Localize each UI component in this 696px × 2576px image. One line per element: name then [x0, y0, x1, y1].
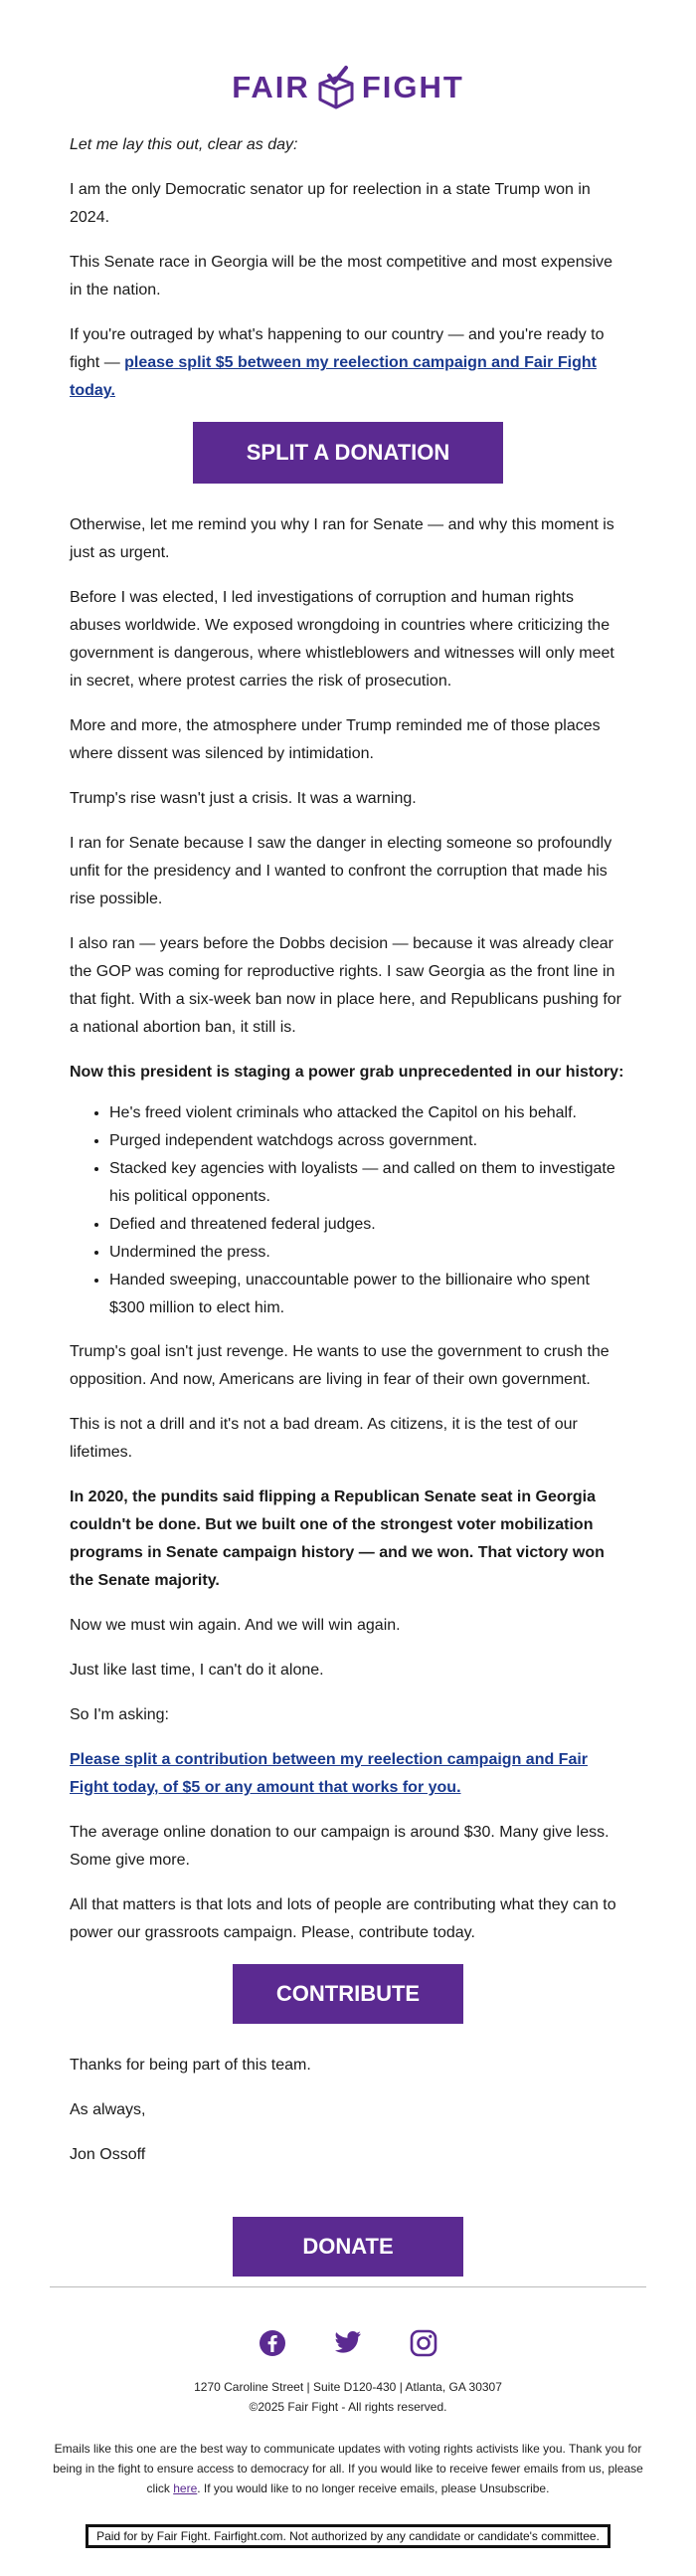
paragraph: I am the only Democratic senator up for reelection in a state Trump won in 2024.: [70, 181, 591, 226]
list-item: • Stacked key agencies with loyalists — and called on them to investigate his political opponents.: [109, 1155, 626, 1211]
paragraph: I ran for Senate because I saw the danger in electing someone so profoundly unfit for the presidency and I wanted to confront the corruption that made his rise possible.: [70, 835, 612, 907]
logo-word-fight: FIGHT: [361, 70, 464, 104]
fewer-emails-link[interactable]: here: [173, 2481, 198, 2495]
footer-address: 1270 Caroline Street | Suite D120-430 | Atlanta, GA 30307: [194, 2380, 502, 2394]
bold-paragraph: In 2020, the pundits said flipping a Republican Senate seat in Georgia couldn't be done. But we built one of the strongest voter mobilization programs in Senate campaign history — and we won. That victory won the Senate majority.: [70, 1488, 605, 1589]
split-donation-link[interactable]: please split $5 between my reelection campaign and Fair Fight today.: [70, 354, 597, 399]
paid-for-disclaimer: Paid for by Fair Fight. Fairfight.com. Not authorized by any candidate or candidate's committee.: [86, 2524, 610, 2548]
paragraph: So I'm asking:: [70, 1706, 169, 1723]
ballot-box-icon: [316, 66, 356, 109]
social-links: [0, 2329, 696, 2357]
fair-fight-logo[interactable]: [0, 0, 696, 117]
paid-for-wrap: [0, 2524, 696, 2548]
paragraph: Thanks for being part of this team.: [70, 2057, 311, 2074]
split-donation-button[interactable]: SPLIT A DONATION: [193, 422, 503, 484]
paragraph: Otherwise, let me remind you why I ran for Senate — and why this moment is just as urgent.: [70, 516, 614, 561]
twitter-icon[interactable]: [334, 2329, 362, 2355]
list-item: • Purged independent watchdogs across government.: [109, 1127, 626, 1155]
donate-button[interactable]: DONATE: [233, 2217, 463, 2277]
power-grab-list: [70, 1099, 626, 1322]
list-item: • Undermined the press.: [109, 1239, 626, 1267]
paragraph: This Senate race in Georgia will be the most competitive and most expensive in the nation.: [70, 254, 613, 298]
footer-divider: [50, 2286, 646, 2287]
signature: Jon Ossoff: [70, 2146, 146, 2163]
split-donation-button-wrap: [70, 422, 626, 484]
paragraph-with-link: [70, 321, 626, 405]
list-item: • Defied and threatened federal judges.: [109, 1211, 626, 1239]
contribute-button-wrap: [70, 1964, 626, 2024]
logo-word-fair: FAIR: [232, 70, 310, 104]
split-contribution-link[interactable]: Please split a contribution between my reelection campaign and Fair Fight today, of $5 or any amount that works for you.: [70, 1751, 589, 1796]
paragraph: This is not a drill and it's not a bad dream. As citizens, it is the test of our lifetimes.: [70, 1416, 578, 1461]
paragraph: Before I was elected, I led investigations of corruption and human rights abuses worldwide. We exposed wrongdoing in countries where criticizing the government is dangerous, where whistleblowers and witnesses will only meet in secret, where protest carries the risk of prosecution.: [70, 589, 614, 690]
legal-text: . If you would like to no longer receive emails, please Unsubscribe.: [197, 2481, 550, 2495]
footer-copyright: ©2025 Fair Fight - All rights reserved.: [249, 2400, 447, 2414]
bullets-heading: Now this president is staging a power grab unprecedented in our history:: [70, 1064, 624, 1081]
footer-legal: [0, 2439, 696, 2498]
intro-line: Let me lay this out, clear as day:: [70, 136, 298, 153]
paragraph: Trump's rise wasn't just a crisis. It was a warning.: [70, 790, 417, 807]
list-item: • He's freed violent criminals who attacked the Capitol on his behalf.: [109, 1099, 626, 1127]
legal-text: Emails like this one are the best way to communicate updates with voting rights activists like you. Thank you for being in the fight to ensure access to democracy for all. If you would like to receive fewer emails from us, please click: [53, 2442, 643, 2495]
email-body: [0, 131, 696, 2277]
facebook-icon[interactable]: [259, 2329, 286, 2357]
paragraph: All that matters is that lots and lots of people are contributing what they can to power our grassroots campaign. Please, contribute today.: [70, 1896, 616, 1941]
paragraph: Now we must win again. And we will win again.: [70, 1617, 401, 1634]
paragraph: Just like last time, I can't do it alone.: [70, 1662, 324, 1679]
paragraph: As always,: [70, 2101, 146, 2118]
paragraph-lead: If you're outraged by what's happening to our country — and you're ready to fight —: [70, 326, 605, 371]
paragraph: I also ran — years before the Dobbs decision — because it was already clear the GOP was coming for reproductive rights. I saw Georgia as the front line in that fight. With a six-week ban now in place here, and Republicans pushing for a national abortion ban, it still is.: [70, 935, 621, 1036]
paragraph: Trump's goal isn't just revenge. He wants to use the government to crush the opposition. And now, Americans are living in fear of their own government.: [70, 1343, 609, 1388]
paragraph-with-link: [70, 1746, 626, 1802]
paragraph: The average online donation to our campaign is around $30. Many give less. Some give more.: [70, 1824, 609, 1869]
instagram-icon[interactable]: [410, 2329, 437, 2357]
footer-address-block: [0, 2377, 696, 2417]
contribute-button[interactable]: CONTRIBUTE: [233, 1964, 463, 2024]
list-item: • Handed sweeping, unaccountable power to the billionaire who spent $300 million to elect him.: [109, 1267, 626, 1322]
donate-button-wrap: [70, 2217, 626, 2277]
paragraph: More and more, the atmosphere under Trump reminded me of those places where dissent was silenced by intimidation.: [70, 717, 601, 762]
